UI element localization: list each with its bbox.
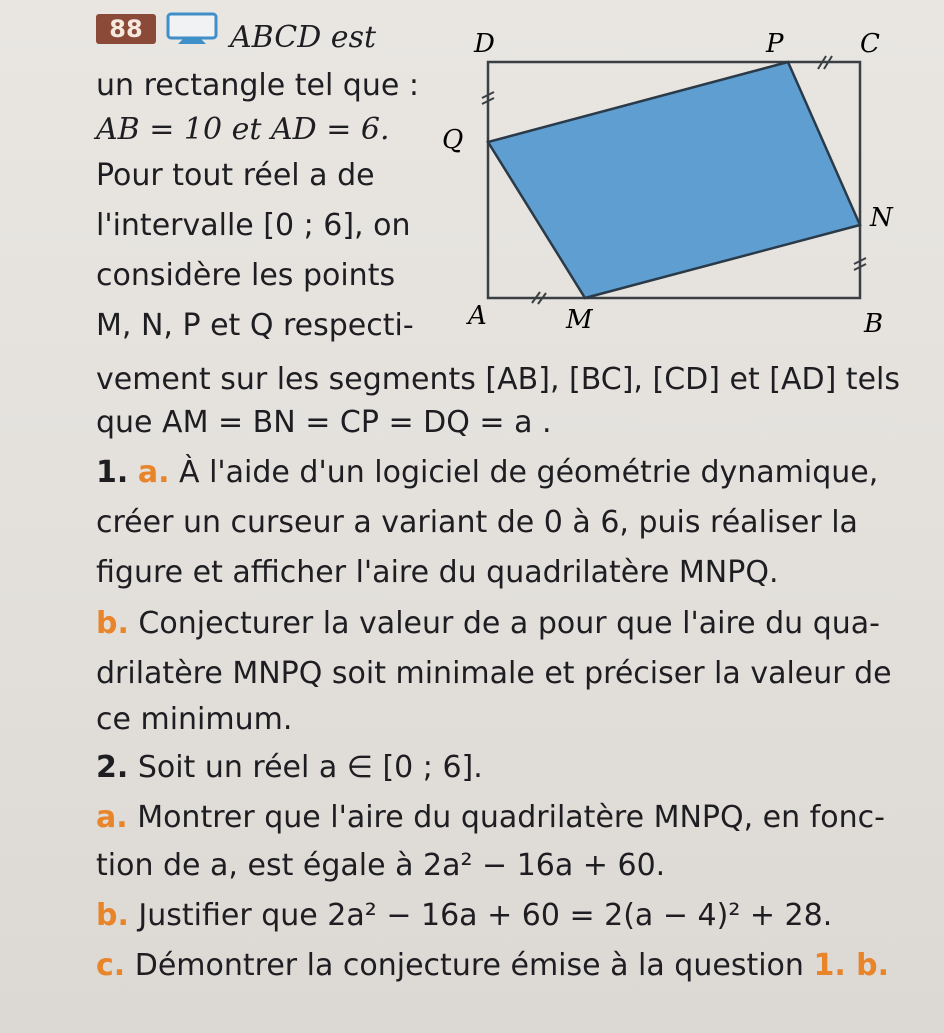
q1-a-label: a.: [137, 455, 170, 490]
q1-b-label: b.: [96, 606, 129, 641]
label-N: N: [870, 203, 893, 233]
intro-line-3: AB = 10 et AD = 6.: [96, 112, 390, 147]
label-M: M: [566, 305, 593, 335]
q2-b-label: b.: [96, 898, 129, 933]
label-D: D: [474, 29, 495, 59]
q2-intro-row: [96, 750, 483, 786]
q1-a-line-1: À l'aide d'un logiciel de géométrie dynamique,: [179, 455, 879, 490]
intro-line-8: vement sur les segments [AB], [BC], [CD] et [AD] tels: [96, 362, 900, 397]
q2-a-label: a.: [96, 800, 128, 835]
q2-intro: Soit un réel a ∈ [0 ; 6].: [137, 750, 483, 785]
intro-line-5: l'intervalle [0 ; 6], on: [96, 208, 411, 243]
intro-line-2: un rectangle tel que :: [96, 68, 419, 103]
label-Q: Q: [442, 125, 464, 155]
q1-a-line-2: créer un curseur a variant de 0 à 6, puis réaliser la: [96, 505, 858, 540]
q2-c-text: Démontrer la conjecture émise à la question: [134, 948, 804, 983]
q1-a-line-3: figure et afficher l'aire du quadrilatère MNPQ.: [96, 555, 779, 590]
rectangle-figure: [440, 20, 910, 350]
exercise-number: 88: [96, 14, 156, 44]
q2-label: 2.: [96, 750, 129, 785]
intro-line-4: Pour tout réel a de: [96, 158, 375, 193]
q2-a-line-1: Montrer que l'aire du quadrilatère MNPQ, en fonc-: [137, 800, 885, 835]
computer-screen-icon: [166, 12, 218, 46]
q1-b-line-2: drilatère MNPQ soit minimale et préciser la valeur de: [96, 656, 892, 691]
intro-line-1: ABCD est: [230, 20, 377, 55]
label-P: P: [766, 29, 784, 59]
q2-c-ref: 1. b.: [813, 948, 890, 983]
intro-line-9: que AM = BN = CP = DQ = a .: [96, 405, 552, 440]
intro-line-7: M, N, P et Q respecti-: [96, 308, 414, 343]
q1-b-line-3: ce minimum.: [96, 702, 293, 737]
q1-b: [96, 606, 880, 642]
q2-b-text: Justifier que 2a² − 16a + 60 = 2(a − 4)² + 28.: [138, 898, 833, 933]
label-B: B: [864, 309, 884, 339]
intro-line-6: considère les points: [96, 258, 396, 293]
q2-c: [96, 948, 889, 984]
q2-a-line-2: tion de a, est égale à 2a² − 16a + 60.: [96, 848, 666, 883]
q2-a: [96, 800, 885, 836]
quadrilateral-mnpq: [488, 62, 860, 298]
label-C: C: [860, 29, 880, 59]
q1-a: [96, 455, 878, 491]
q2-b: [96, 898, 832, 934]
q1-label: 1.: [96, 455, 129, 490]
label-A: A: [468, 301, 487, 331]
q2-c-label: c.: [96, 948, 126, 983]
q1-b-line-1: Conjecturer la valeur de a pour que l'aire du qua-: [138, 606, 880, 641]
